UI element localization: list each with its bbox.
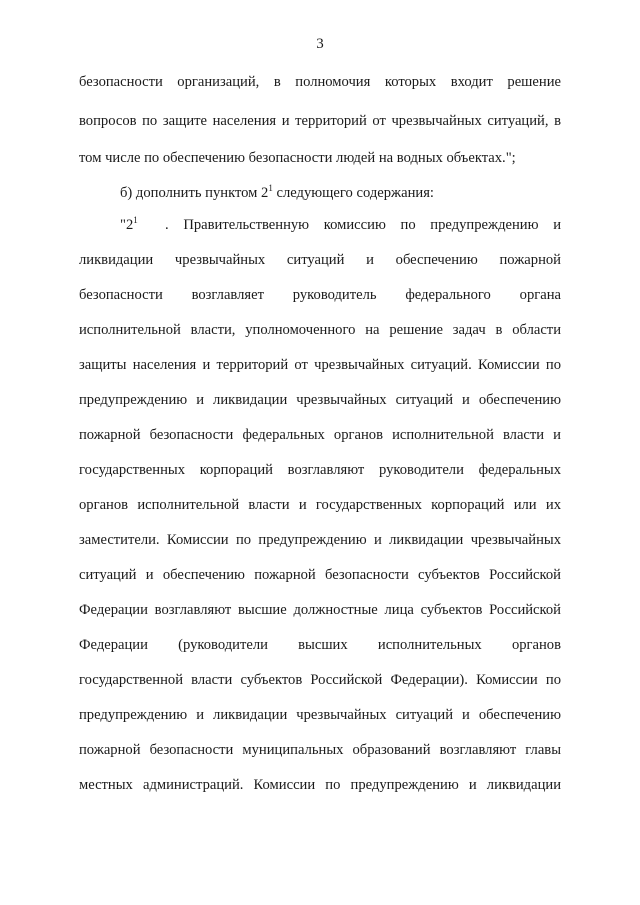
clause-start-line [120,217,561,234]
amendment-text-start: б) дополнить пунктом 2 [120,185,269,201]
amendment-line [120,185,434,202]
body-line-14: государственных корпораций возглавляют руководители федеральных [79,462,561,478]
body-line-10: исполнительной власти, уполномоченного на решение задач в области [79,322,561,338]
body-line-23: местных администраций. Комиссии по предупреждению и ликвидации [79,777,561,793]
body-line-22: пожарной безопасности муниципальных образований возглавляют главы [79,742,561,758]
clause-number-group [120,217,138,234]
body-line-1: безопасности организаций, в полномочия которых входит решение [79,74,561,90]
body-line-8: ликвидации чрезвычайных ситуаций и обеспечению пожарной [79,252,561,268]
body-line-3: том числе по обеспечению безопасности людей на водных объектах."; [79,150,516,166]
clause-number: "2 [120,217,134,233]
clause-superscript: 1 [133,215,138,226]
amendment-text-end: следующего содержания: [276,185,434,201]
body-line-13: пожарной безопасности федеральных органов исполнительной власти и [79,427,561,443]
body-line-19: Федерации (руководители высших исполнительных органов [79,637,561,653]
body-line-11: защиты населения и территорий от чрезвычайных ситуаций. Комиссии по [79,357,561,373]
body-line-12: предупреждению и ликвидации чрезвычайных ситуаций и обеспечению [79,392,561,408]
page-number: 3 [316,36,324,52]
body-line-21: предупреждению и ликвидации чрезвычайных ситуаций и обеспечению [79,707,561,723]
body-line-2: вопросов по защите населения и территорий от чрезвычайных ситуаций, в [79,113,561,129]
clause-opening-text: . Правительственную комиссию по предупреждению и [165,217,561,233]
body-line-16: заместители. Комиссии по предупреждению и ликвидации чрезвычайных [79,532,561,548]
body-line-15: органов исполнительной власти и государственных корпораций или их [79,497,561,513]
body-line-17: ситуаций и обеспечению пожарной безопасности субъектов Российской [79,567,561,583]
amendment-superscript: 1 [268,183,273,194]
body-line-18: Федерации возглавляют высшие должностные лица субъектов Российской [79,602,561,618]
body-line-9: безопасности возглавляет руководитель федерального органа [79,287,561,303]
body-line-20: государственной власти субъектов Российской Федерации). Комиссии по [79,672,561,688]
